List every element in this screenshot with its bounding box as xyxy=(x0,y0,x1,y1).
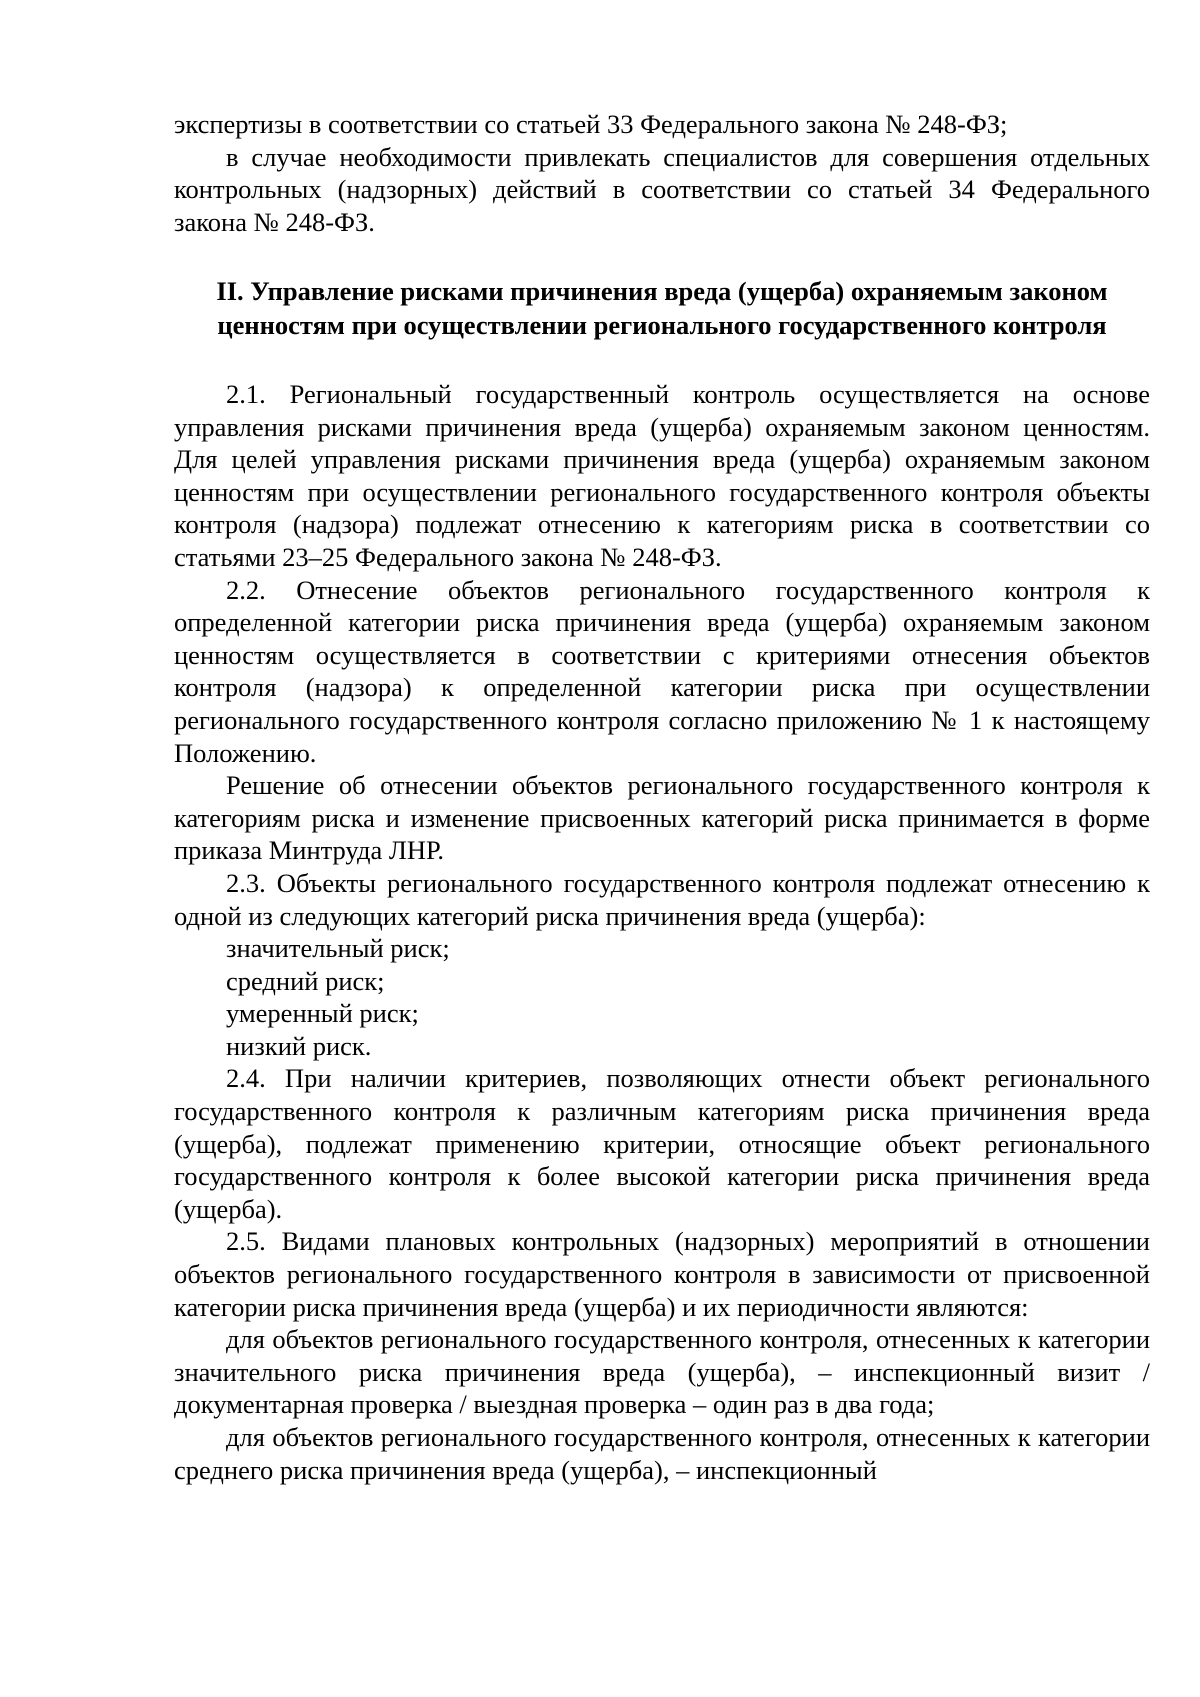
paragraph-medium-risk-checks: для объектов регионального государственного контроля, отнесенных к категории среднего риска причинения вреда (ущерба), – инспекционный xyxy=(174,1422,1150,1485)
list-item-risk-significant: значительный риск; xyxy=(226,933,450,964)
paragraph-2-4: 2.4. При наличии критериев, позволяющих отнести объект регионального государственного контроля к различным категориям риска причинения вреда (ущерба), подлежат применению критерии, относящие объект регионального государственного контроля к более высокой категории риска причинения вреда (ущерба). xyxy=(174,1063,1150,1224)
paragraph-specialists: в случае необходимости привлекать специалистов для совершения отдельных контрольных (надзорных) действий в соответствии со статьей 34 Федерального закона № 248-ФЗ. xyxy=(174,141,1150,237)
paragraph-significant-risk-checks: для объектов регионального государственного контроля, отнесенных к категории значительного риска причинения вреда (ущерба), – инспекционный визит / документарная проверка / выездная проверка – один раз в два года; xyxy=(174,1324,1150,1420)
list-item-risk-low: низкий риск. xyxy=(226,1030,372,1061)
section-heading-line-1: II. Управление рисками причинения вреда (ущерба) охраняемым законом xyxy=(216,276,1108,306)
main-text-block xyxy=(174,378,1150,1486)
section-heading xyxy=(160,274,1164,342)
paragraph-2-5: 2.5. Видами плановых контрольных (надзорных) мероприятий в отношении объектов регионального государственного контроля в зависимости от присвоенной категории риска причинения вреда (ущерба) и их периодичности являются: xyxy=(174,1226,1150,1322)
paragraph-decision: Решение об отнесении объектов регионального государственного контроля к категориям риска и изменение присвоенных категорий риска принимается в форме приказа Минтруда ЛНР. xyxy=(174,770,1150,866)
top-text-block xyxy=(174,108,1150,238)
list-item-risk-moderate: умеренный риск; xyxy=(226,998,419,1029)
paragraph-2-3: 2.3. Объекты регионального государственного контроля подлежат отнесению к одной из следующих категорий риска причинения вреда (ущерба): xyxy=(174,867,1150,931)
paragraph-continuation: экспертизы в соответствии со статьей 33 Федерального закона № 248-ФЗ; xyxy=(174,109,1008,139)
section-heading-line-2: ценностям при осуществлении регионального государственного контроля xyxy=(217,310,1107,340)
paragraph-2-1: 2.1. Региональный государственный контроль осуществляется на основе управления рисками причинения вреда (ущерба) охраняемым законом ценностям. Для целей управления рисками причинения вреда (ущерба) охраняемым законом ценностям при осуществлении регионального государственного контроля объекты контроля (надзора) подлежат отнесению к категориям риска в соответствии со статьями 23–25 Федерального закона № 248-ФЗ. xyxy=(174,379,1150,572)
paragraph-2-2: 2.2. Отнесение объектов регионального государственного контроля к определенной категории риска причинения вреда (ущерба) охраняемым законом ценностям осуществляется в соответствии с критериями отнесения объектов контроля (надзора) к определенной категории риска при осуществлении регионального государственного контроля согласно приложению № 1 к настоящему Положению. xyxy=(174,574,1150,768)
list-item-risk-medium: средний риск; xyxy=(226,965,385,996)
